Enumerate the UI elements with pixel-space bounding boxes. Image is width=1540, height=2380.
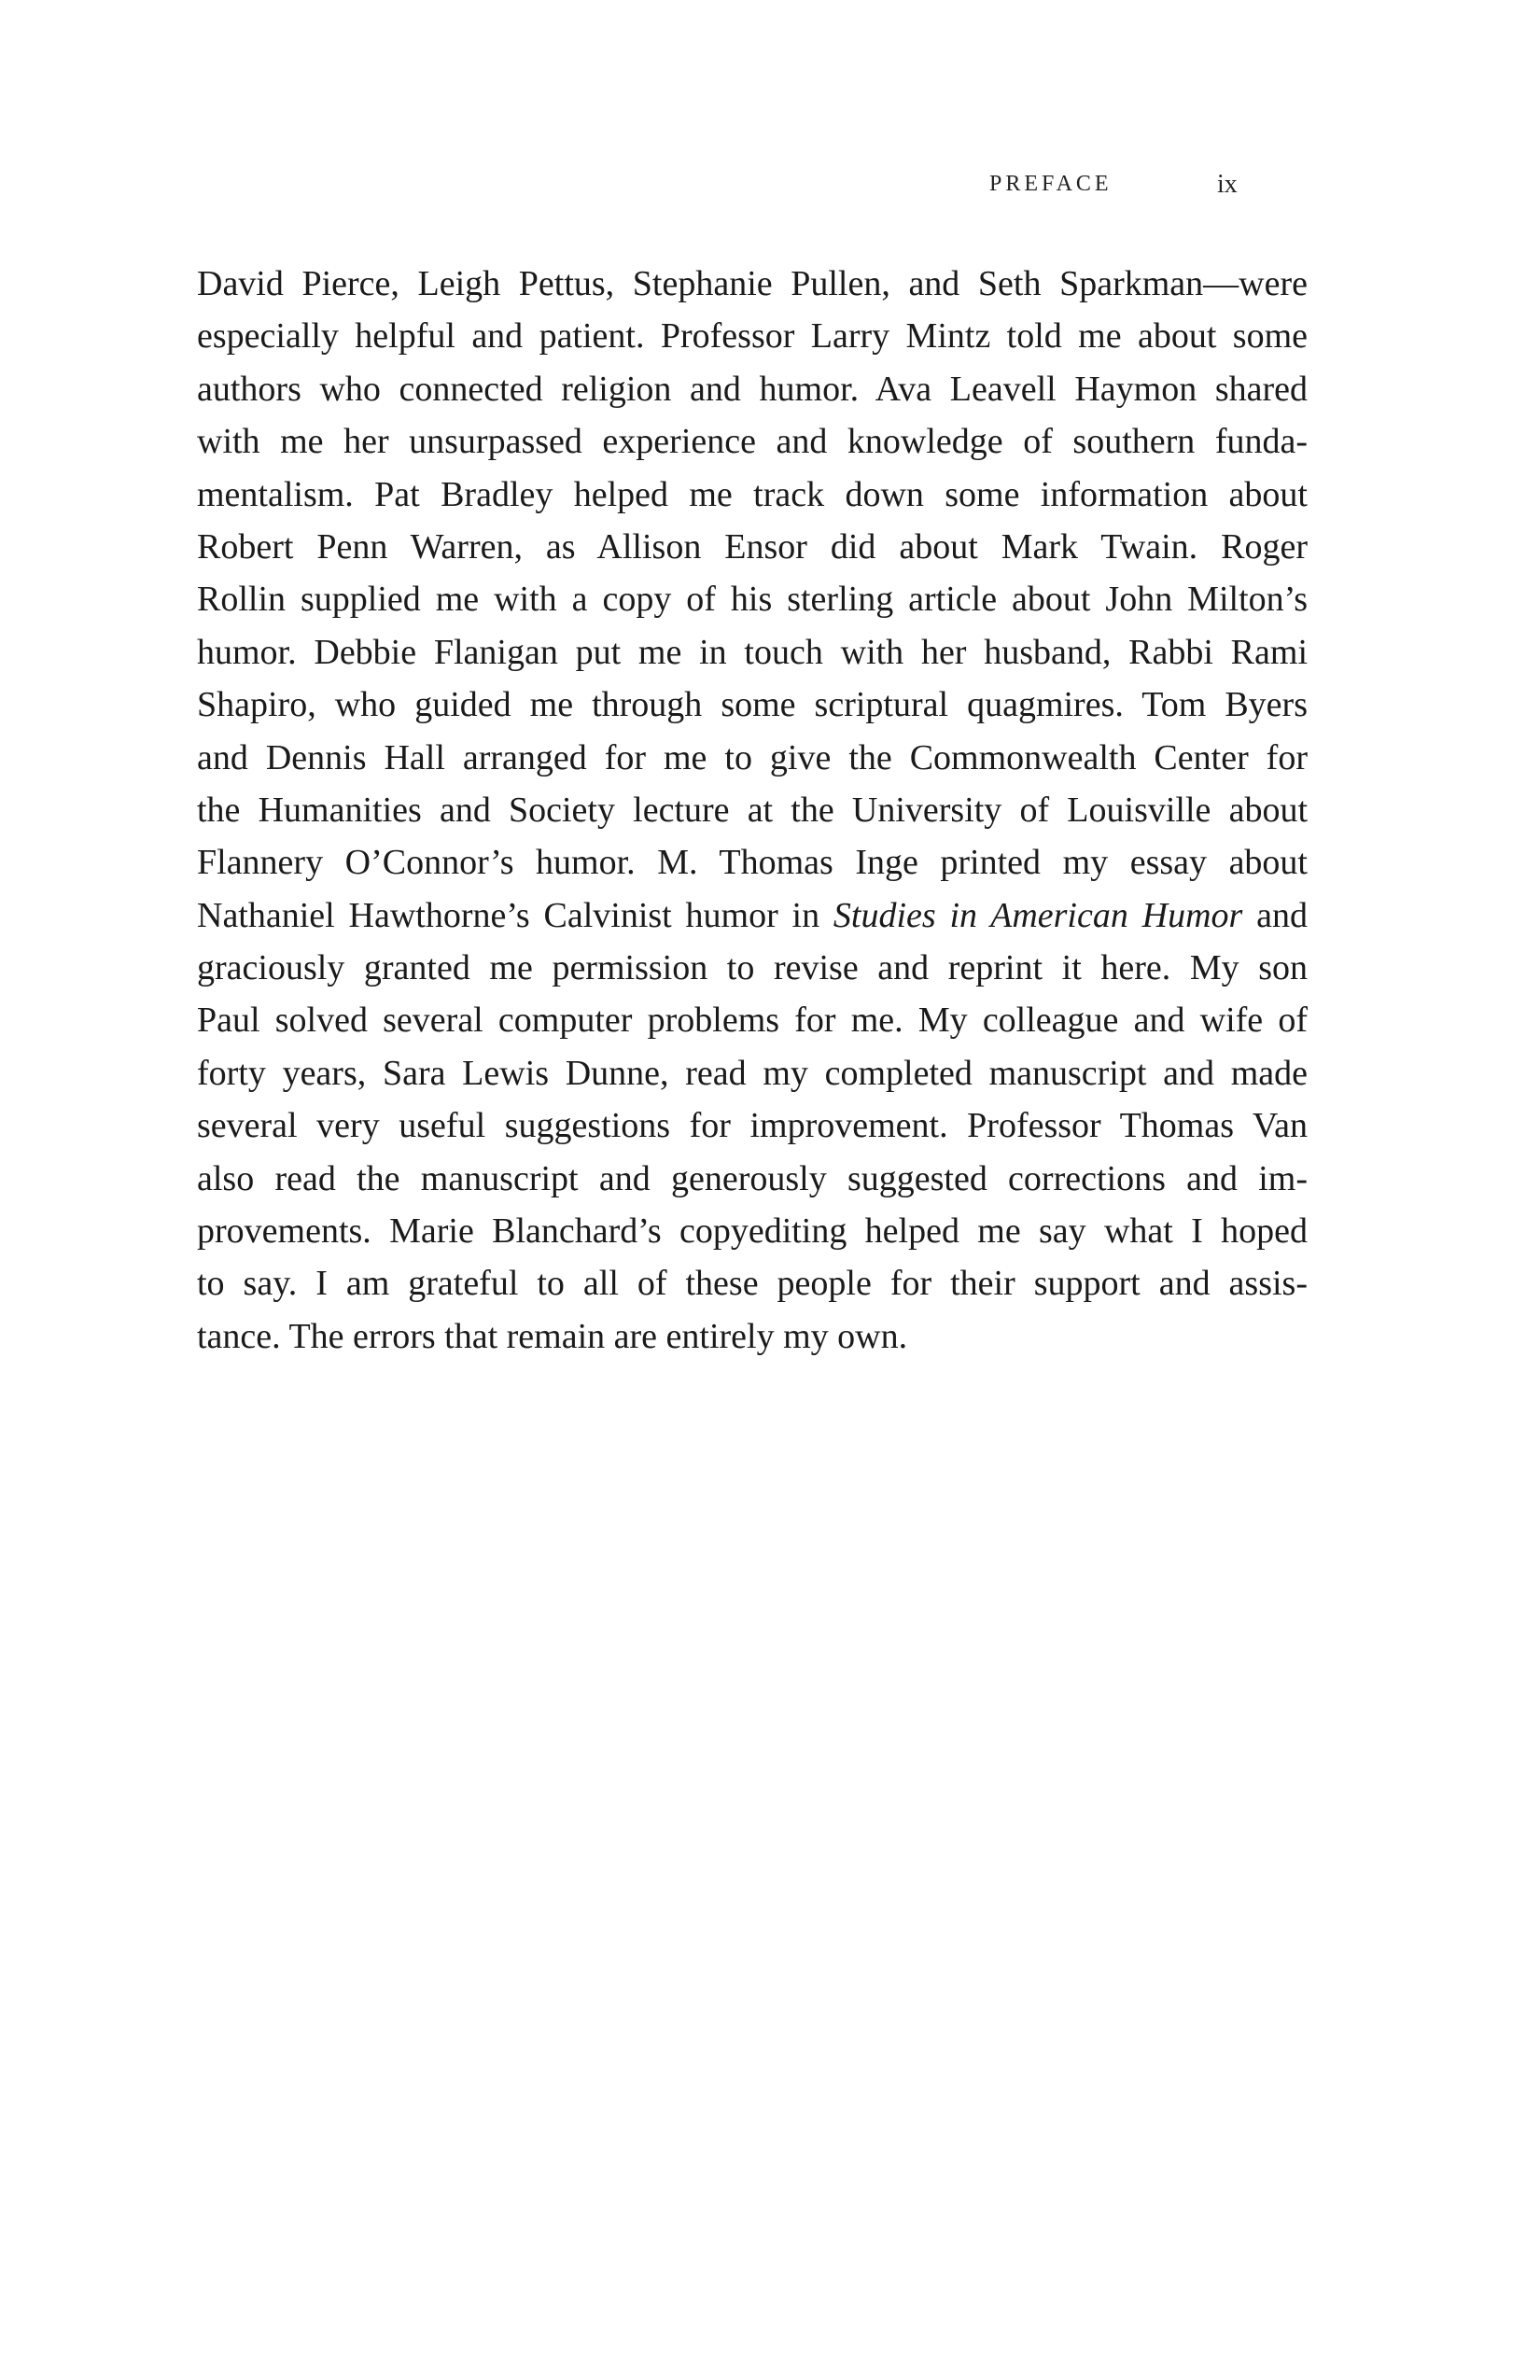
text-line: forty years, Sara Lewis Dunne, read my completed manuscript and made: [197, 1053, 1308, 1093]
text-line: Rollin supplied me with a copy of his sterling article about John Milton’s: [197, 580, 1308, 620]
text-line: to say. I am grateful to all of these people for their support and assis-: [197, 1264, 1308, 1304]
text-line: especially helpful and patient. Professor Larry Mintz told me about some: [197, 316, 1308, 357]
text-line: authors who connected religion and humor. Ava Leavell Haymon shared: [197, 369, 1308, 409]
text-line: Robert Penn Warren, as Allison Ensor did about Mark Twain. Roger: [197, 526, 1308, 567]
text-line: several very useful suggestions for improvement. Professor Thomas Van: [197, 1106, 1308, 1146]
text-line: Flannery O’Connor’s humor. M. Thomas Inge printed my essay about: [197, 843, 1308, 883]
text-line: Paul solved several computer problems for me. My colleague and wife of: [197, 1001, 1308, 1041]
text-line: humor. Debbie Flanigan put me in touch with her husband, Rabbi Rami: [197, 632, 1308, 672]
text-line: provements. Marie Blanchard’s copyediting helped me say what I hoped: [197, 1211, 1308, 1252]
book-title-italic: Studies in American Humor: [833, 895, 1243, 935]
text-line: the Humanities and Society lecture at the University of Louisville about: [197, 790, 1308, 830]
text-line: graciously granted me permission to revise and reprint it here. My son: [197, 948, 1308, 988]
text-line: David Pierce, Leigh Pettus, Stephanie Pullen, and Seth Sparkman—were: [197, 264, 1308, 303]
text-line: tance. The errors that remain are entirely my own.: [197, 1316, 908, 1356]
page-number: ix: [1217, 170, 1238, 199]
body-paragraph: [197, 258, 1308, 1363]
text-line: mentalism. Pat Bradley helped me track down some information about: [197, 474, 1308, 514]
text-segment: and: [1242, 895, 1309, 935]
text-line: with me her unsurpassed experience and knowledge of southern funda-: [197, 422, 1308, 462]
running-head-title: PREFACE: [989, 172, 1113, 196]
text-line-with-title: [197, 889, 1308, 942]
text-line: and Dennis Hall arranged for me to give the Commonwealth Center for: [197, 737, 1308, 777]
text-line: Shapiro, who guided me through some scriptural quagmires. Tom Byers: [197, 685, 1308, 725]
text-segment: Nathaniel Hawthorne’s Calvinist humor in: [197, 895, 833, 935]
text-line: also read the manuscript and generously suggested corrections and im-: [197, 1158, 1308, 1198]
running-head: [989, 172, 1307, 209]
